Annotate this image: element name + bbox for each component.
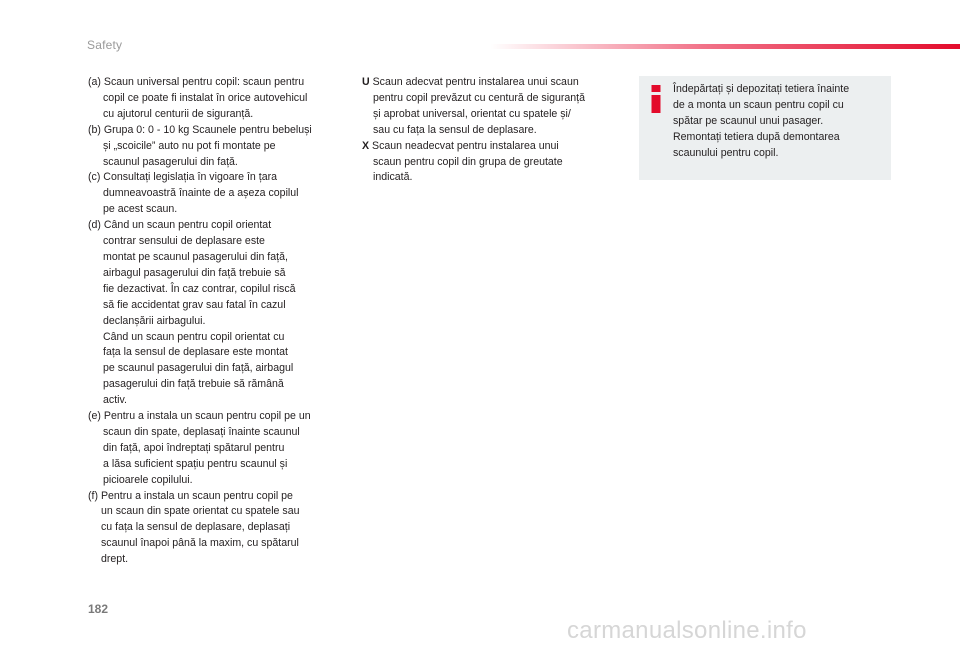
- legend-column: [362, 75, 632, 186]
- note-line: indicată.: [373, 171, 413, 184]
- note-line: Scaun adecvat pentru instalarea unui scaun: [372, 76, 579, 88]
- info-icon: [649, 84, 663, 114]
- legend-u: [362, 75, 632, 139]
- note-line: să fie accidentat grav sau fatal în cazul: [103, 298, 286, 311]
- note-line: picioarele copilului.: [103, 473, 193, 486]
- note-line: și aprobat universal, orientat cu spatele și/: [373, 107, 571, 120]
- note-line: (c) Consultați legislația în vigoare în țara: [88, 171, 278, 184]
- note-line: cu fața la sensul de deplasare, deplasați: [101, 521, 291, 534]
- note-line: (d) Când un scaun pentru copil orientat: [88, 219, 272, 232]
- note-line: cu ajutorul centurii de siguranță.: [103, 107, 254, 120]
- note-line: un scaun din spate orientat cu spatele sau: [101, 505, 300, 518]
- note-line: scaunul înapoi până la maxim, cu spătarul: [101, 537, 299, 550]
- header-accent-line: [490, 44, 960, 49]
- note-line: contrar sensului de deplasare este: [103, 235, 265, 248]
- info-line: Remontați tetiera după demontarea: [673, 130, 840, 143]
- note-line: Când un scaun pentru copil orientat cu: [103, 330, 285, 343]
- note-e: [88, 409, 358, 489]
- note-line: fața la sensul de deplasare este montat: [103, 346, 288, 359]
- legend-x: [362, 139, 632, 187]
- note-line: pe scaunul pasagerului din față, airbagul: [103, 362, 294, 375]
- note-f: [88, 489, 358, 569]
- legend-key-x: X: [362, 139, 370, 152]
- note-line: pentru copil prevăzut cu centură de siguranță: [373, 91, 586, 104]
- note-c: [88, 170, 358, 218]
- note-line: fie dezactivat. În caz contrar, copilul riscă: [103, 282, 296, 295]
- note-line: copil ce poate fi instalat în orice autovehicul: [103, 91, 308, 104]
- info-line: scaunului pentru copil.: [673, 146, 779, 159]
- note-line: (e) Pentru a instala un scaun pentru copil pe un: [88, 410, 311, 423]
- section-title: Safety: [87, 38, 123, 52]
- info-line: Îndepărtați și depozitați tetiera înainte: [673, 83, 850, 95]
- legend-key-u: U: [362, 76, 370, 88]
- note-line: (a) Scaun universal pentru copil: scaun pentru: [88, 76, 305, 88]
- note-line: airbagul pasagerului din față trebuie să: [103, 266, 286, 279]
- note-line: dumneavoastră înainte de a așeza copilul: [103, 187, 299, 200]
- info-text: [673, 82, 888, 162]
- note-line: (f) Pentru a instala un scaun pentru copil pe: [88, 489, 293, 502]
- note-line: din față, apoi îndreptați spătarul pentru: [103, 441, 285, 454]
- note-line: scaun pentru copil din grupa de greutate: [373, 155, 563, 168]
- note-line: pe acest scaun.: [103, 203, 178, 216]
- note-line: declanșării airbagului.: [103, 314, 206, 327]
- note-line: a lăsa suficient spațiu pentru scaunul și: [103, 457, 288, 470]
- left-notes-column: [88, 75, 358, 568]
- note-line: (b) Grupa 0: 0 - 10 kg Scaunele pentru bebeluși: [88, 123, 312, 136]
- note-line: scaunul pasagerului din față.: [103, 155, 238, 168]
- info-box: [639, 76, 891, 180]
- note-line: sau cu fața la sensul de deplasare.: [373, 123, 537, 136]
- watermark: carmanualsonline.info: [567, 617, 807, 644]
- note-b: [88, 123, 358, 171]
- page-number: 182: [88, 602, 109, 616]
- info-line: spătar pe scaunul unui pasager.: [673, 114, 824, 127]
- info-line: de a monta un scaun pentru copil cu: [673, 98, 844, 111]
- note-line: scaun din spate, deplasați înainte scaunul: [103, 425, 300, 438]
- note-line: drept.: [101, 553, 129, 566]
- note-line: montat pe scaunul pasagerului din față,: [103, 250, 288, 263]
- note-a: [88, 75, 358, 123]
- note-line: pasagerului din față trebuie să rămână: [103, 378, 284, 391]
- note-line: activ.: [103, 394, 127, 407]
- note-line: și „scoicile” auto nu pot fi montate pe: [103, 139, 276, 152]
- note-line: Scaun neadecvat pentru instalarea unui: [372, 139, 559, 152]
- note-d: [88, 218, 358, 409]
